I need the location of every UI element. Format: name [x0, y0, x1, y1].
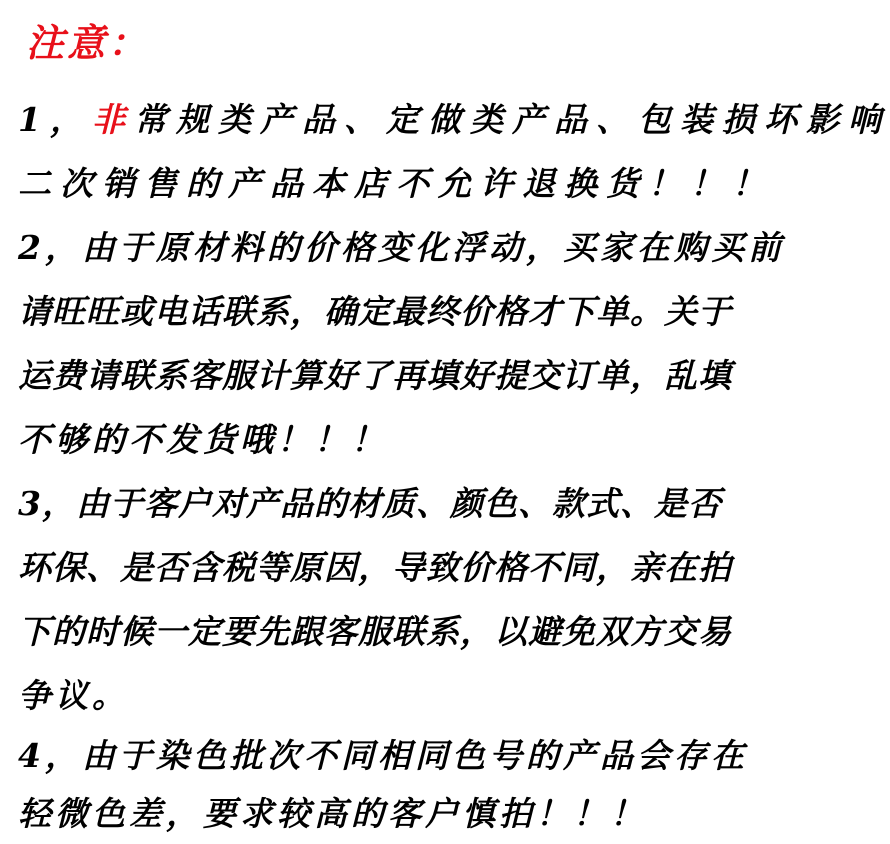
notice-line-12: 轻微色差，要求较高的客户慎拍！！！ — [18, 794, 647, 833]
notice-line-1 — [18, 90, 890, 150]
highlighted-word: 非 — [91, 100, 134, 139]
notice-line-3: 2，由于原材料的价格变化浮动，买家在购买前 — [18, 228, 785, 267]
notice-line-6: 不够的不发货哦！！！ — [18, 420, 388, 459]
line-text: 常规类产品、定做类产品、包装损坏影响 — [133, 100, 890, 139]
notice-line-2: 二次销售的产品本店不允许退换货！！！ — [18, 164, 774, 203]
line-number: 1， — [18, 100, 92, 139]
notice-line-8: 环保、是否含税等原因，导致价格不同，亲在拍 — [18, 548, 732, 587]
notice-line-10: 争议。 — [18, 676, 129, 715]
notice-title: 注意： — [26, 20, 150, 65]
notice-line-11: 4，由于染色批次不同相同色号的产品会存在 — [18, 736, 748, 775]
notice-line-5: 运费请联系客服计算好了再填好提交订单，乱填 — [18, 356, 732, 395]
notice-line-4: 请旺旺或电话联系，确定最终价格才下单。关于 — [18, 292, 732, 331]
notice-line-7: 3，由于客户对产品的材质、颜色、款式、是否 — [18, 484, 722, 523]
notice-line-9: 下的时候一定要先跟客服联系，以避免双方交易 — [18, 612, 732, 651]
